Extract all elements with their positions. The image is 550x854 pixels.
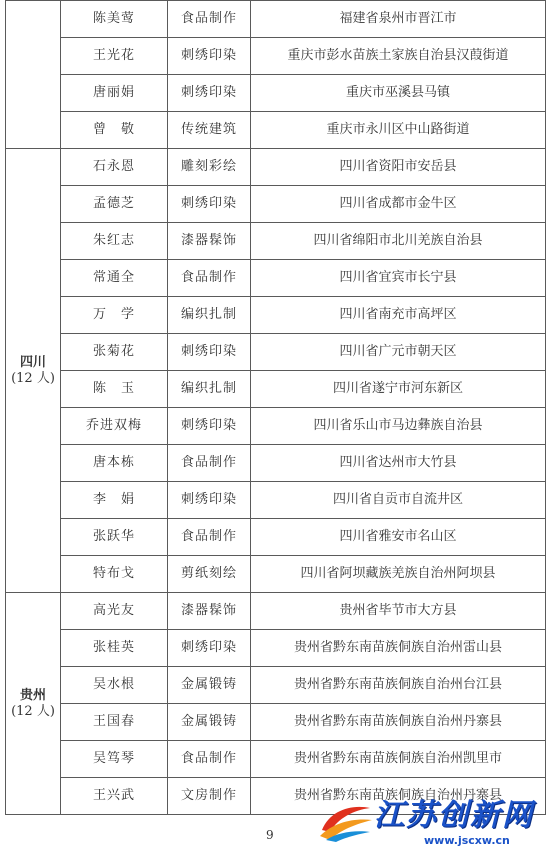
address-cell: 四川省南充市高坪区 xyxy=(251,297,546,334)
category-cell: 刺绣印染 xyxy=(168,482,251,519)
table-row xyxy=(6,519,546,556)
table-row xyxy=(6,741,546,778)
table-row xyxy=(6,75,546,112)
address-cell: 四川省绵阳市北川羌族自治县 xyxy=(251,223,546,260)
table-row xyxy=(6,186,546,223)
category-cell: 食品制作 xyxy=(168,741,251,778)
category-cell: 雕刻彩绘 xyxy=(168,149,251,186)
address-cell: 贵州省黔东南苗族侗族自治州雷山县 xyxy=(251,630,546,667)
category-cell: 食品制作 xyxy=(168,260,251,297)
swoosh-logo-icon xyxy=(316,800,374,842)
province-count: (12 人) xyxy=(11,703,55,719)
roster-table xyxy=(5,0,546,815)
table-row xyxy=(6,112,546,149)
category-cell: 传统建筑 xyxy=(168,112,251,149)
address-cell: 贵州省黔东南苗族侗族自治州凯里市 xyxy=(251,741,546,778)
name-cell: 陈美莺 xyxy=(61,1,168,38)
address-cell: 重庆市彭水苗族土家族自治县汉葭街道 xyxy=(251,38,546,75)
name-cell: 乔进双梅 xyxy=(61,408,168,445)
name-cell: 特布戈 xyxy=(61,556,168,593)
address-cell: 四川省成都市金牛区 xyxy=(251,186,546,223)
address-cell: 重庆市永川区中山路街道 xyxy=(251,112,546,149)
table-row xyxy=(6,371,546,408)
province-cell-guizhou xyxy=(6,593,61,815)
name-cell: 吴水根 xyxy=(61,667,168,704)
address-cell: 四川省遂宁市河东新区 xyxy=(251,371,546,408)
table-row xyxy=(6,334,546,371)
table-row xyxy=(6,38,546,75)
site-watermark xyxy=(294,796,544,852)
table-row xyxy=(6,408,546,445)
name-cell: 王光花 xyxy=(61,38,168,75)
table-row xyxy=(6,223,546,260)
name-cell: 李 娟 xyxy=(61,482,168,519)
category-cell: 食品制作 xyxy=(168,519,251,556)
address-cell: 四川省自贡市自流井区 xyxy=(251,482,546,519)
watermark-url: www.jscxw.cn xyxy=(424,834,510,847)
category-cell: 刺绣印染 xyxy=(168,75,251,112)
table-row xyxy=(6,149,546,186)
category-cell: 剪纸刻绘 xyxy=(168,556,251,593)
address-cell: 贵州省黔东南苗族侗族自治州丹寨县 xyxy=(251,778,546,815)
address-cell: 四川省阿坝藏族羌族自治州阿坝县 xyxy=(251,556,546,593)
name-cell: 张跃华 xyxy=(61,519,168,556)
name-cell: 王国春 xyxy=(61,704,168,741)
address-cell: 四川省宜宾市长宁县 xyxy=(251,260,546,297)
province-cell-sichuan xyxy=(6,149,61,593)
category-cell: 文房制作 xyxy=(168,778,251,815)
category-cell: 刺绣印染 xyxy=(168,334,251,371)
category-cell: 编织扎制 xyxy=(168,371,251,408)
address-cell: 四川省雅安市名山区 xyxy=(251,519,546,556)
table-row xyxy=(6,1,546,38)
category-cell: 刺绣印染 xyxy=(168,186,251,223)
category-cell: 刺绣印染 xyxy=(168,38,251,75)
name-cell: 张菊花 xyxy=(61,334,168,371)
address-cell: 四川省达州市大竹县 xyxy=(251,445,546,482)
address-cell: 四川省广元市朝天区 xyxy=(251,334,546,371)
category-cell: 编织扎制 xyxy=(168,297,251,334)
address-cell: 贵州省毕节市大方县 xyxy=(251,593,546,630)
name-cell: 唐丽娟 xyxy=(61,75,168,112)
name-cell: 孟德芝 xyxy=(61,186,168,223)
name-cell: 高光友 xyxy=(61,593,168,630)
table-row xyxy=(6,260,546,297)
table-row xyxy=(6,630,546,667)
name-cell: 万 学 xyxy=(61,297,168,334)
watermark-title: 江苏创新网 xyxy=(374,798,534,833)
table-row xyxy=(6,704,546,741)
table-row xyxy=(6,556,546,593)
category-cell: 金属锻铸 xyxy=(168,667,251,704)
name-cell: 吴笃琴 xyxy=(61,741,168,778)
province-name: 贵州 xyxy=(19,687,46,703)
table-row xyxy=(6,593,546,630)
category-cell: 漆器髹饰 xyxy=(168,223,251,260)
province-count: (12 人) xyxy=(11,370,55,386)
table-row xyxy=(6,445,546,482)
category-cell: 食品制作 xyxy=(168,445,251,482)
name-cell: 曾 敬 xyxy=(61,112,168,149)
table-row xyxy=(6,667,546,704)
address-cell: 贵州省黔东南苗族侗族自治州丹寨县 xyxy=(251,704,546,741)
name-cell: 常通全 xyxy=(61,260,168,297)
category-cell: 刺绣印染 xyxy=(168,408,251,445)
name-cell: 朱红志 xyxy=(61,223,168,260)
address-cell: 贵州省黔东南苗族侗族自治州台江县 xyxy=(251,667,546,704)
name-cell: 张桂英 xyxy=(61,630,168,667)
name-cell: 陈 玉 xyxy=(61,371,168,408)
address-cell: 四川省资阳市安岳县 xyxy=(251,149,546,186)
address-cell: 福建省泉州市晋江市 xyxy=(251,1,546,38)
table-row xyxy=(6,297,546,334)
province-name: 四川 xyxy=(19,354,46,370)
name-cell: 唐本栋 xyxy=(61,445,168,482)
name-cell: 石永恩 xyxy=(61,149,168,186)
category-cell: 金属锻铸 xyxy=(168,704,251,741)
table-row xyxy=(6,482,546,519)
address-cell: 重庆市巫溪县马镇 xyxy=(251,75,546,112)
address-cell: 四川省乐山市马边彝族自治县 xyxy=(251,408,546,445)
province-cell-continued xyxy=(6,1,61,149)
category-cell: 刺绣印染 xyxy=(168,630,251,667)
name-cell: 王兴武 xyxy=(61,778,168,815)
category-cell: 漆器髹饰 xyxy=(168,593,251,630)
category-cell: 食品制作 xyxy=(168,1,251,38)
page-number: 9 xyxy=(266,828,274,842)
